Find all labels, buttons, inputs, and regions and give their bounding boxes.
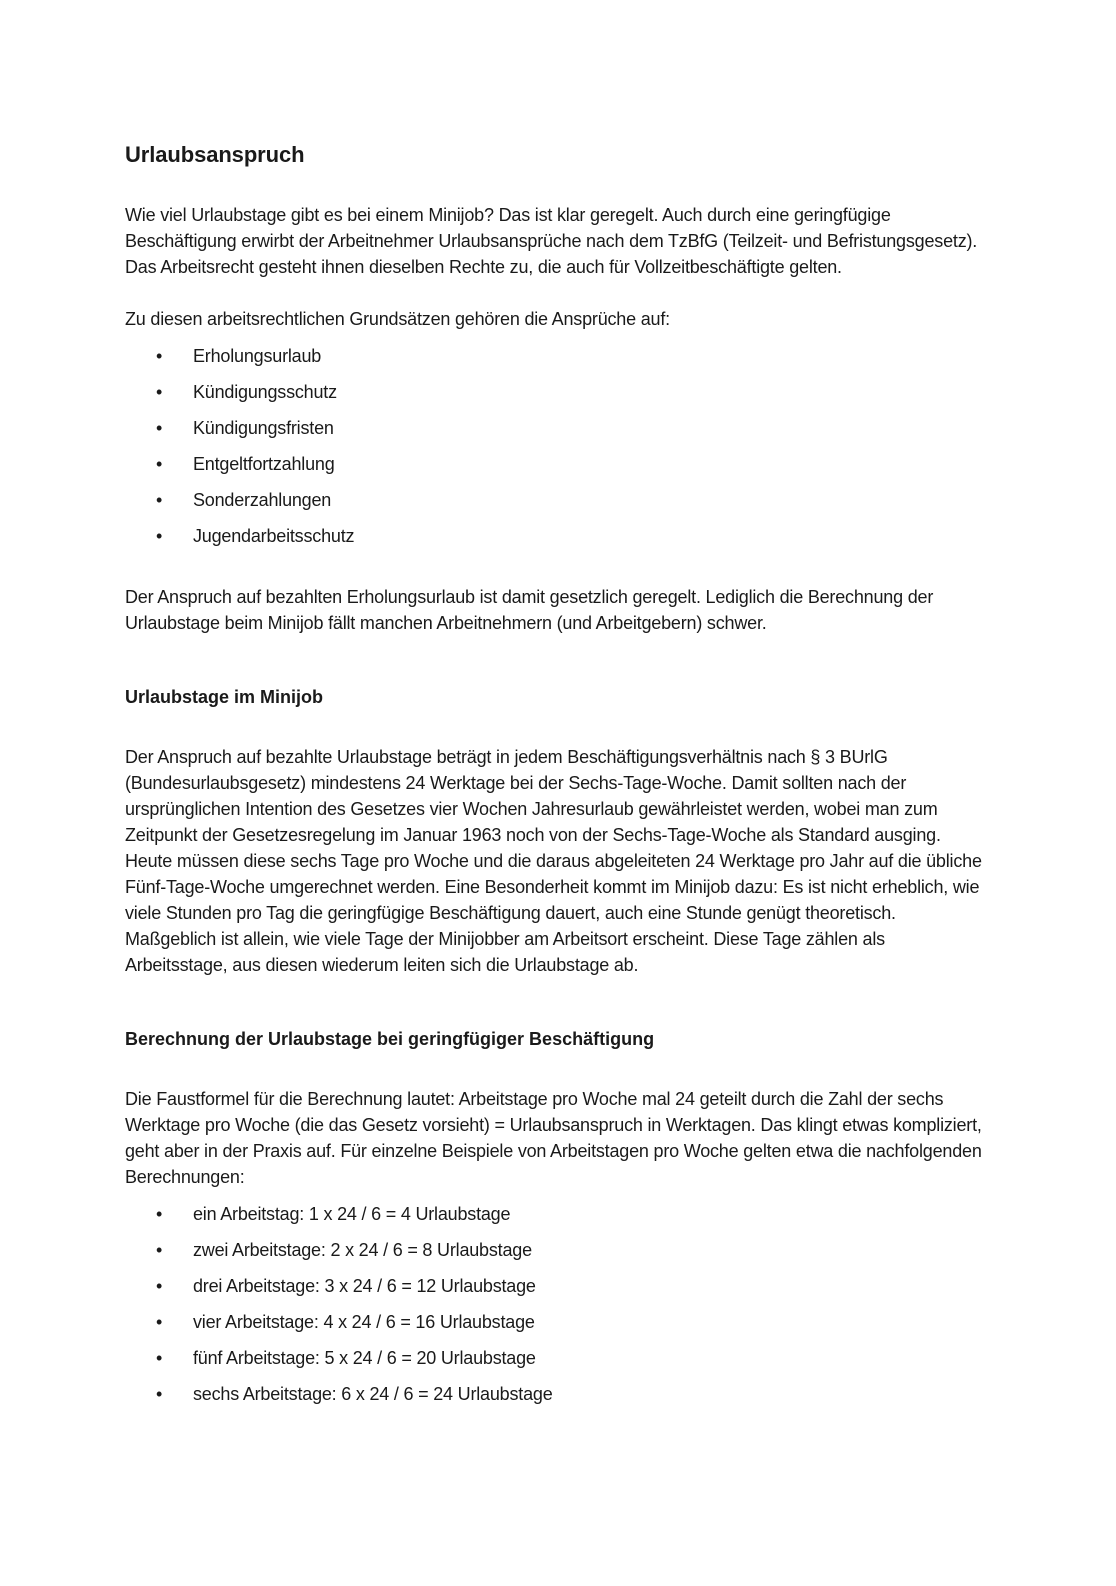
section-heading-berechnung: Berechnung der Urlaubstage bei geringfügiger Beschäftigung [125,1029,655,1049]
faustformel-paragraph: Die Faustformel für die Berechnung lautet: Arbeitstage pro Woche mal 24 geteilt durch die Zahl der sechs Werktage pro Woche (die das Gesetz vorsieht) = Urlaubsanspruch in Werktagen. Das klingt etwas kompliziert, geht aber in der Praxis auf. Für einzelne Beispiele von Arbeitstagen pro Woche gelten etwa die nachfolgenden Berechnungen: [125,1089,982,1187]
list-item-text: zwei Arbeitstage: 2 x 24 / 6 = 8 Urlaubstage [193,1240,532,1260]
list-item [125,1232,985,1268]
list-item-text: Jugendarbeitsschutz [193,526,355,546]
list-item-text: Sonderzahlungen [193,490,332,510]
list-item [125,374,985,410]
bullet-icon: • [156,382,163,402]
list-item-text: Kündigungsfristen [193,418,334,438]
bullet-icon: • [156,454,163,474]
list-item-text: Erholungsurlaub [193,346,322,366]
rights-intro-paragraph: Zu diesen arbeitsrechtlichen Grundsätzen gehören die Ansprüche auf: [125,309,670,329]
bullet-icon: • [156,1240,163,1260]
bullet-icon: • [156,526,163,546]
list-item-text: Entgeltfortzahlung [193,454,335,474]
bullet-icon: • [156,346,163,366]
bullet-icon: • [156,490,163,510]
list-item-text: Kündigungsschutz [193,382,337,402]
anspruch-paragraph: Der Anspruch auf bezahlten Erholungsurlaub ist damit gesetzlich geregelt. Lediglich die Berechnung der Urlaubstage beim Minijob fällt manchen Arbeitnehmern (und Arbeitgebern) schwer. [125,587,934,633]
list-item [125,1304,985,1340]
examples-list [125,1196,985,1412]
document-title: Urlaubsanspruch [125,142,305,167]
document-content [125,138,985,1412]
list-item [125,446,985,482]
list-item [125,1340,985,1376]
list-item [125,1196,985,1232]
bullet-icon: • [156,1204,163,1224]
minijob-paragraph: Der Anspruch auf bezahlte Urlaubstage beträgt in jedem Beschäftigungsverhältnis nach § 3 BUrlG (Bundesurlaubsgesetz) mindestens 24 Werktage bei der Sechs-Tage-Woche. Damit sollten nach der ursprünglichen Intention des Gesetzes vier Wochen Jahresurlaub gewährleistet werden, wobei man zum Zeitpunkt der Gesetzesregelung im Januar 1963 noch von der Sechs-Tage-Woche als Standard ausging. Heute müssen diese sechs Tage pro Woche und die daraus abgeleiteten 24 Werktage pro Jahr auf die übliche Fünf-Tage-Woche umgerechnet werden. Eine Besonderheit kommt im Minijob dazu: Es ist nicht erheblich, wie viele Stunden pro Tag die geringfügige Beschäftigung dauert, auch eine Stunde genügt theoretisch. Maßgeblich ist allein, wie viele Tage der Minijobber am Arbeitsort erscheint. Diese Tage zählen als Arbeitsstage, aus diesen wiederum leiten sich die Urlaubstage ab. [125,747,982,975]
list-item-text: drei Arbeitstage: 3 x 24 / 6 = 12 Urlaubstage [193,1276,536,1296]
list-item-text: fünf Arbeitstage: 5 x 24 / 6 = 20 Urlaubstage [193,1348,536,1368]
list-item-text: ein Arbeitstag: 1 x 24 / 6 = 4 Urlaubstage [193,1204,511,1224]
bullet-icon: • [156,1348,163,1368]
list-item [125,338,985,374]
intro-paragraph: Wie viel Urlaubstage gibt es bei einem Minijob? Das ist klar geregelt. Auch durch eine geringfügige Beschäftigung erwirbt der Arbeitnehmer Urlaubsansprüche nach dem TzBfG (Teilzeit- und Befristungsgesetz). Das Arbeitsrecht gesteht ihnen dieselben Rechte zu, die auch für Vollzeitbeschäftigte gelten. [125,205,978,277]
list-item [125,482,985,518]
list-item [125,1376,985,1412]
list-item-text: vier Arbeitstage: 4 x 24 / 6 = 16 Urlaubstage [193,1312,535,1332]
list-item [125,410,985,446]
list-item [125,518,985,554]
list-item [125,1268,985,1304]
list-item-text: sechs Arbeitstage: 6 x 24 / 6 = 24 Urlaubstage [193,1384,553,1404]
bullet-icon: • [156,1276,163,1296]
section-heading-minijob: Urlaubstage im Minijob [125,687,324,707]
rights-list [125,338,985,554]
bullet-icon: • [156,1384,163,1404]
bullet-icon: • [156,418,163,438]
bullet-icon: • [156,1312,163,1332]
